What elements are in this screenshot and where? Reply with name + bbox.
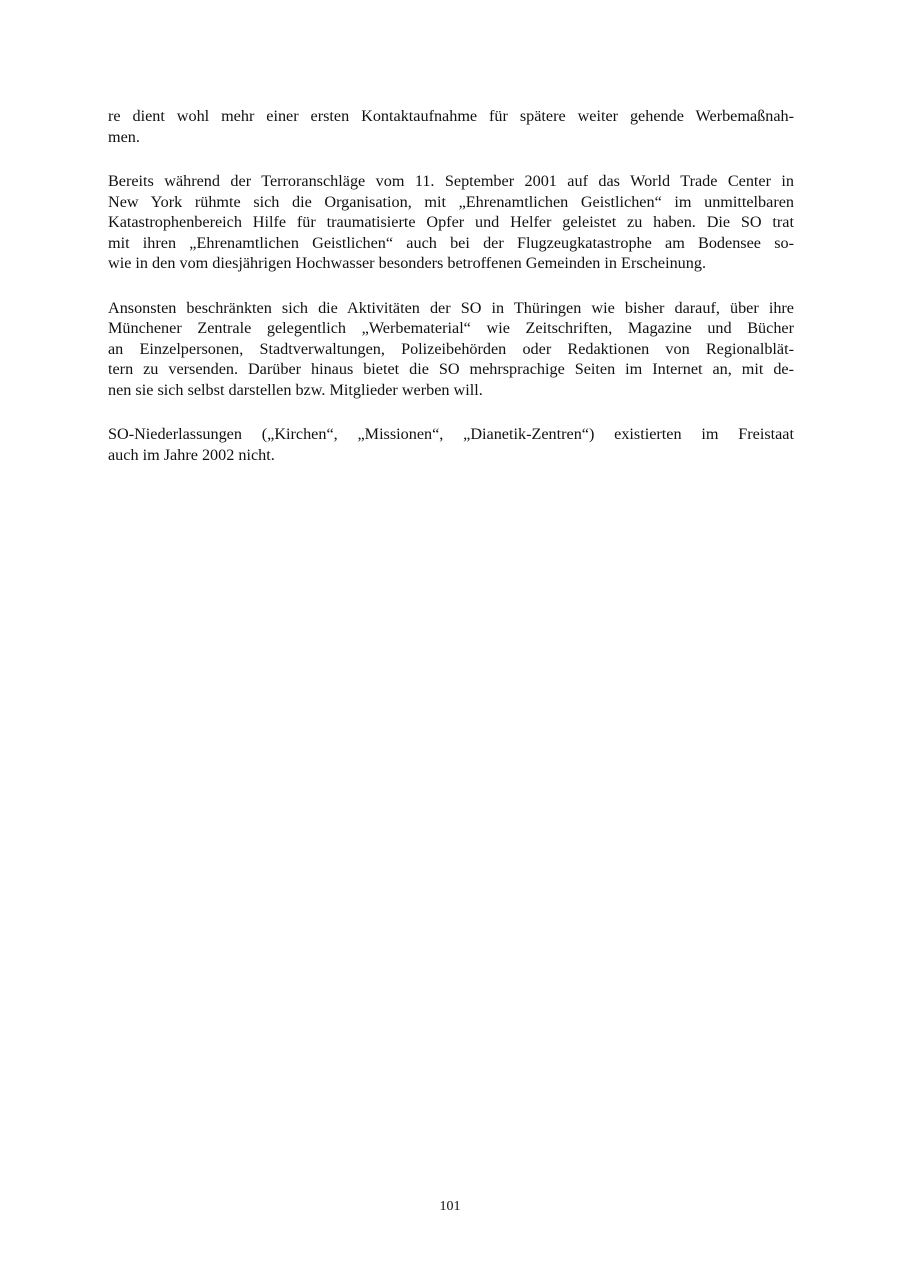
- text-line: nen sie sich selbst darstellen bzw. Mitglieder werben will.: [108, 380, 483, 399]
- paragraph-2: [108, 171, 794, 274]
- text-line: wie in den vom diesjährigen Hochwasser besonders betroffenen Gemeinden in Erscheinung.: [108, 254, 707, 272]
- text-line: an Einzelpersonen, Stadtverwaltungen, Polizeibehörden oder Redaktionen von Regionalblät-: [108, 339, 794, 358]
- page-number: 101: [439, 1199, 461, 1214]
- text-line: SO-Niederlassungen („Kirchen“, „Missionen“, „Dianetik-Zentren“) existierten im Freistaat: [108, 425, 794, 443]
- paragraph-1: [108, 106, 794, 147]
- text-line: Ansonsten beschränkten sich die Aktivitäten der SO in Thüringen wie bisher darauf, über ihre: [108, 298, 794, 317]
- text-line: mit ihren „Ehrenamtlichen Geistlichen“ auch bei der Flugzeugkatastrophe am Bodensee so-: [108, 233, 794, 252]
- text-line: Münchener Zentrale gelegentlich „Werbematerial“ wie Zeitschriften, Magazine und Bücher: [108, 319, 794, 337]
- text-line: tern zu versenden. Darüber hinaus bietet die SO mehrsprachige Seiten im Internet an, mit de-: [108, 360, 794, 378]
- body-text: [108, 106, 794, 489]
- text-line: re dient wohl mehr einer ersten Kontaktaufnahme für spätere weiter gehende Werbemaßnah-: [108, 107, 794, 125]
- paragraph-4: [108, 424, 794, 465]
- text-line: Katastrophenbereich Hilfe für traumatisierte Opfer und Helfer geleistet zu haben. Die SO trat: [108, 213, 794, 231]
- text-line: New York rühmte sich die Organisation, mit „Ehrenamtlichen Geistlichen“ im unmittelbaren: [108, 192, 794, 211]
- text-line: Bereits während der Terroranschläge vom 11. September 2001 auf das World Trade Center in: [108, 172, 794, 190]
- text-line: auch im Jahre 2002 nicht.: [108, 445, 275, 464]
- paragraph-3: [108, 298, 794, 401]
- text-line: men.: [108, 127, 140, 146]
